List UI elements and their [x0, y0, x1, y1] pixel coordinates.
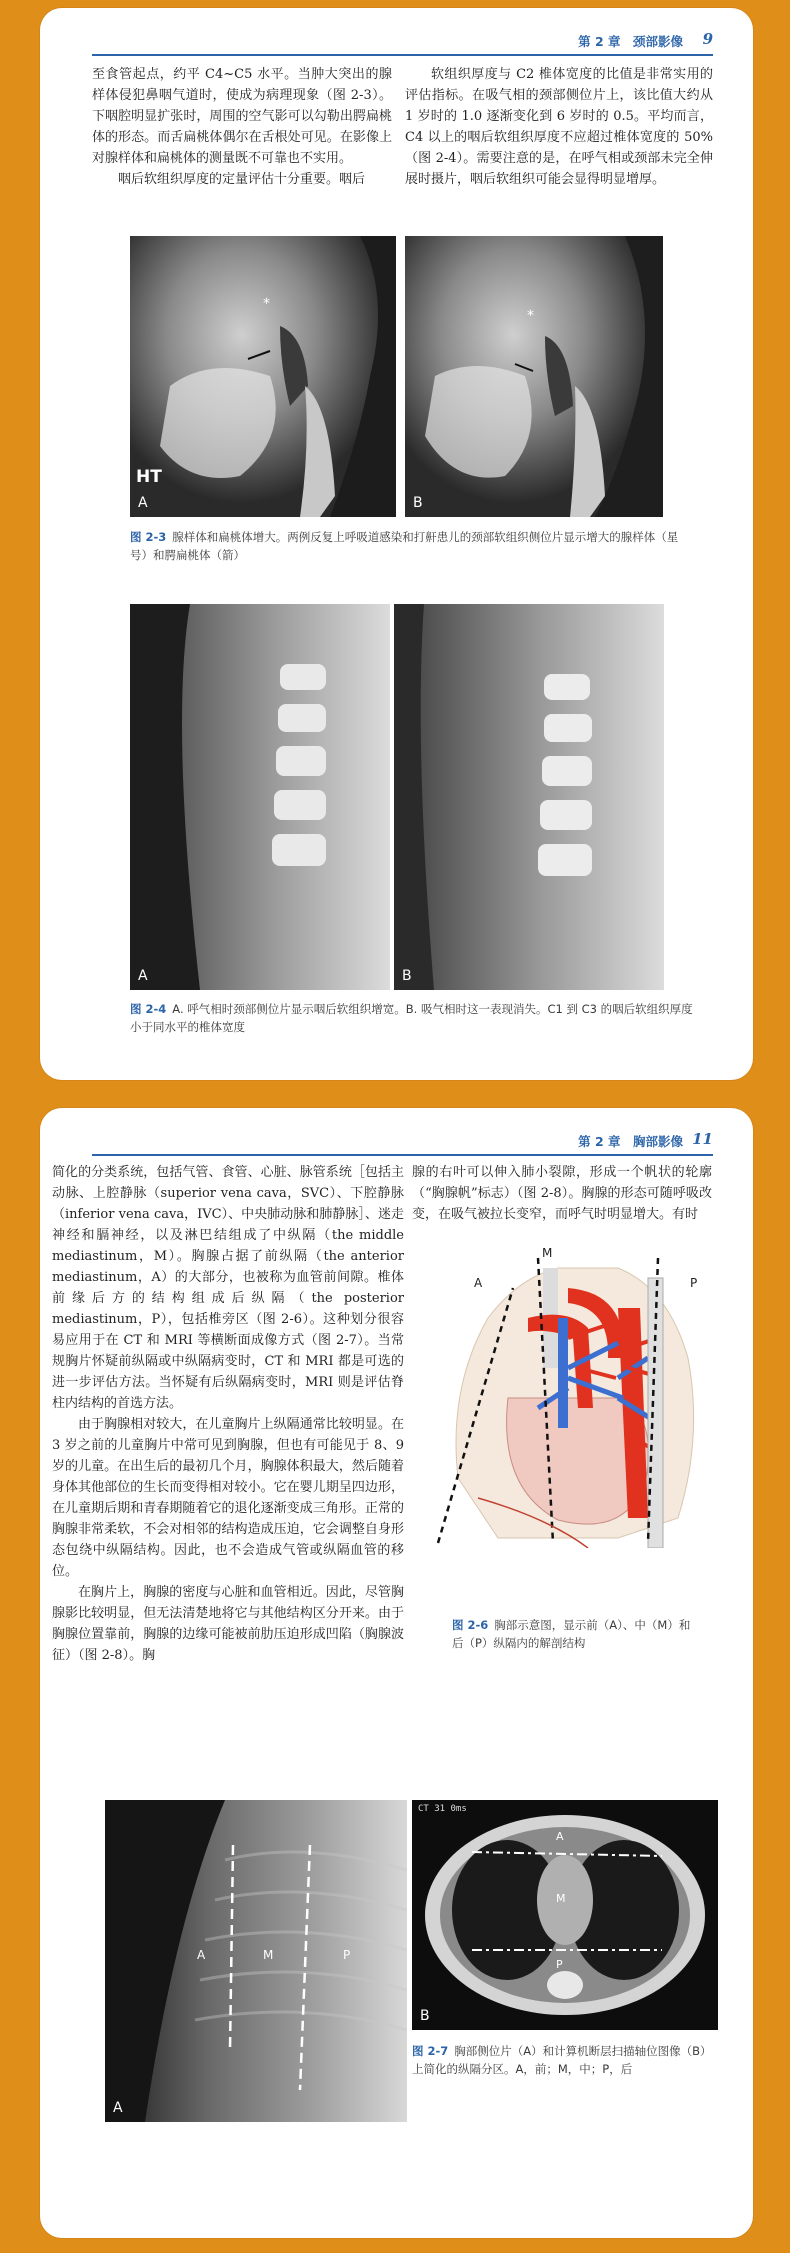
figure-number: 图 2-7	[412, 2044, 449, 2058]
region-label-middle: M	[263, 1948, 274, 1962]
ct-corner-text: CT 31 0ms	[418, 1804, 467, 1814]
figure-2-4-panel-b	[394, 604, 664, 990]
book-page-9	[40, 8, 753, 1080]
panel-label-a: A	[138, 968, 148, 984]
paragraph: 至食管起点，约平 C4~C5 水平。当肿大突出的腺样体侵犯鼻咽气道时，使成为病理现象（图 2-3）。下咽腔明显扩张时，周围的空气影可以勾勒出腭扁桃体的形态。而舌扁桃体偶尔在舌根处可见。在影像上对腺样体和扁桃体的测量既不可靠也不实用。	[92, 67, 392, 166]
text-column-left	[52, 1162, 404, 1666]
caption-text: 胸部侧位片（A）和计算机断层扫描轴位图像（B）上简化的纵隔分区。A，前；M，中；P，后	[412, 2044, 712, 2076]
paragraph: 简化的分类系统，包括气管、食管、心脏、脉管系统［包括主动脉、上腔静脉（superior vena cava，SVC）、下腔静脉（inferior vena cava，IVC）、中央肺动脉和肺静脉］、迷走神经和膈神经，以及淋巴结组成了中纵隔（the middle mediastinum，M）。胸腺占据了前纵隔（the anterior mediastinum，A）的大部分，也被称为血管前间隙。椎体前缘后方的结构组成后纵隔（the posterior mediastinum，P），包括椎旁区（图 2-6）。这种划分很容易应用于在 CT 和 MRI 等横断面成像方式（图 2-7）。当常规胸片怀疑前纵隔或中纵隔病变时，CT 和 MRI 都是可选的进一步评估方法。当怀疑有后纵隔病变时，MRI 则是评估脊柱内结构的首选方法。	[52, 1165, 404, 1411]
header-rule	[92, 1154, 713, 1156]
figure-2-7-panel-a	[105, 1800, 407, 2122]
axial-ct-image	[412, 1800, 718, 2030]
panel-label-b: B	[402, 968, 412, 984]
region-label-anterior: A	[197, 1948, 206, 1962]
asterisk-marker: *	[527, 308, 534, 324]
paragraph: 在胸片上，胸腺的密度与心脏和血管相近。因此，尽管胸腺影比较明显，但无法清楚地将它与其他结构区分开来。由于胸腺位置靠前，胸腺的边缘可能被前肋压迫形成凹陷（胸腺波征）（图 2-8）。胸	[52, 1585, 404, 1663]
panel-label-a: A	[113, 2100, 123, 2116]
region-label-posterior: P	[556, 1958, 563, 1971]
figure-2-7-panel-b	[412, 1800, 718, 2030]
header-rule	[92, 54, 713, 56]
figure-2-4-panel-a	[130, 604, 390, 990]
xray-neck-image	[130, 604, 390, 990]
paragraph: 软组织厚度与 C2 椎体宽度的比值是非常实用的评估指标。在吸气相的颈部侧位片上，该比值大约从 1 岁时的 1.0 逐渐变化到 6 岁时的 0.5。平均而言，C4 以上的咽后软组织厚度不应超过椎体宽度的 50%（图 2-4）。需要注意的是，在呼气相或颈部未完全伸展时摄片，咽后软组织可能会显得明显增厚。	[405, 67, 713, 187]
figure-number: 图 2-3	[130, 530, 167, 544]
panel-label-a: A	[138, 495, 148, 511]
figure-2-3-panel-b	[405, 236, 663, 517]
mediastinum-illustration	[418, 1248, 718, 1548]
xray-skull-image	[130, 236, 396, 517]
region-label-middle: M	[542, 1246, 553, 1260]
xray-skull-image	[405, 236, 663, 517]
figure-2-7-caption	[412, 2042, 712, 2078]
lateral-chest-xray	[105, 1800, 407, 2122]
page-number: 11	[692, 1130, 713, 1148]
region-label-anterior: A	[474, 1276, 483, 1290]
book-page-11	[40, 1108, 753, 2238]
panel-label-b: B	[420, 2008, 430, 2024]
text-column-left	[92, 64, 392, 190]
panel-label-b: B	[413, 495, 423, 511]
figure-2-6-caption	[452, 1616, 692, 1652]
text-column-right	[412, 1162, 712, 1225]
asterisk-marker: *	[263, 296, 270, 312]
page-number: 9	[702, 30, 713, 48]
caption-text: 腺样体和扁桃体增大。两例反复上呼吸道感染和打鼾患儿的颈部软组织侧位片显示增大的腺样体（星号）和腭扁桃体（箭）	[130, 530, 679, 562]
xray-neck-image	[394, 604, 664, 990]
region-label-anterior: A	[556, 1830, 564, 1843]
paragraph: 腺的右叶可以伸入肺小裂隙，形成一个帆状的轮廓（“胸腺帆”标志）（图 2-8）。胸腺的形态可随呼吸改变，在吸气被拉长变窄，而呼气时明显增大。有时	[412, 1165, 712, 1222]
region-label-posterior: P	[343, 1948, 351, 1962]
figure-2-6-diagram	[418, 1248, 718, 1548]
region-label-middle: M	[556, 1892, 566, 1905]
watermark-ht: HT	[136, 467, 162, 487]
caption-text: 胸部示意图，显示前（A）、中（M）和后（P）纵隔内的解剖结构	[452, 1618, 691, 1650]
figure-number: 图 2-4	[130, 1002, 167, 1016]
figure-2-3-caption	[130, 528, 690, 564]
figure-2-4-caption	[130, 1000, 700, 1036]
running-head	[92, 1130, 713, 1154]
chapter-title: 第 2 章 颈部影像	[578, 34, 683, 49]
text-column-right	[405, 64, 713, 190]
paragraph: 由于胸腺相对较大，在儿童胸片上纵隔通常比较明显。在 3 岁之前的儿童胸片中常可见到胸腺，但也有可能见于 8、9 岁的儿童。在出生后的最初几个月，胸腺体积最大，然后随着身体其他部位的生长而变得相对较小。它在婴儿期呈四边形，在儿童期后期和青春期随着它的退化逐渐变成三角形。正常的胸腺非常柔软，不会对相邻的结构造成压迫，它会调整自身形态包绕中纵隔结构。因此，也不会造成气管或纵隔血管的移位。	[52, 1417, 404, 1579]
paragraph: 咽后软组织厚度的定量评估十分重要。咽后	[118, 172, 366, 187]
figure-number: 图 2-6	[452, 1618, 489, 1632]
figure-2-3-panel-a	[130, 236, 396, 517]
running-head	[92, 30, 713, 54]
caption-text: A. 呼气相时颈部侧位片显示咽后软组织增宽。B. 吸气相时这一表现消失。C1 到 C3 的咽后软组织厚度小于同水平的椎体宽度	[130, 1002, 693, 1034]
chapter-title: 第 2 章 胸部影像	[578, 1134, 683, 1149]
region-label-posterior: P	[690, 1276, 698, 1290]
